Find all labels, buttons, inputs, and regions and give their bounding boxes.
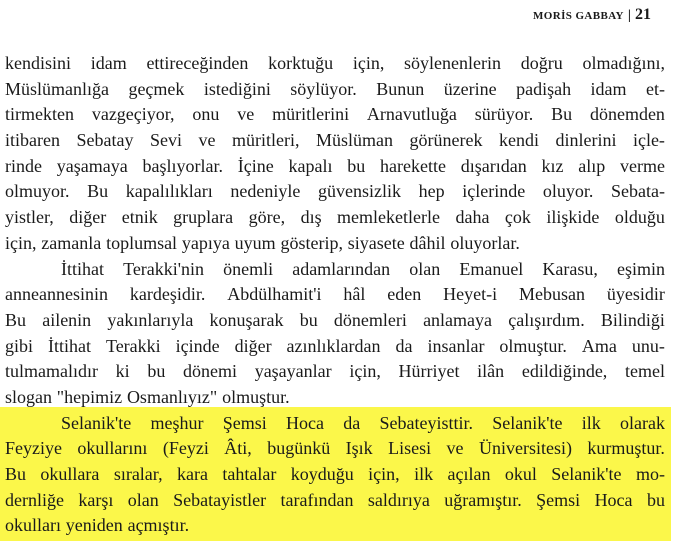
text-line: anneannesinin kardeşidir. Abdülhamit'i hâl eden Heyet-i Mebusan üyesidir	[5, 284, 665, 305]
text-line: İttihat Terakki'nin önemli adamlarından olan Emanuel Karasu, eşimin	[61, 258, 665, 279]
text-line: gibi İttihat Terakki içinde diğer azınlıklardan da insanlar olmuştur. Ama unu-	[5, 335, 665, 356]
text-line: tirmekten vazgeçiyor, onu ve müritlerini Arnavutluğa sürüyor. Bu dönemden	[5, 104, 665, 125]
text-line: için, zamanla toplumsal yapıya uyum gösterip, siyasete dâhil oluyorlar.	[5, 232, 520, 253]
page-number: 21	[635, 6, 651, 23]
paragraph	[5, 257, 665, 411]
text-line: Müslümanlığa geçmek istediğini söylüyor. Bunun üzerine padişah idam et-	[5, 78, 665, 99]
text-line: Bu ailenin yakınlarıyla konuşarak bu dönemleri anlamaya çalışırdım. Bilindiği	[5, 309, 665, 330]
paragraph	[5, 51, 665, 257]
text-line: dernliğe karşı olan Sebatayistler tarafından saldırıya uğramıştır. Şemsi Hoca bu	[5, 489, 665, 510]
running-header	[533, 6, 651, 24]
text-line: slogan "hepimiz Osmanlıyız" olmuştur.	[5, 386, 290, 407]
body-text	[5, 51, 665, 539]
text-line: rinde yaşamaya başlıyorlar. İçine kapalı bu harekette dışarıdan kız alıp verme	[5, 155, 665, 176]
text-line: Bu okullara sıralar, kara tahtalar koyduğu için, ilk açılan okul Selanik'te mo-	[5, 464, 665, 484]
text-line: olmuyor. Bu kapalılıkları nedeniyle güvensizlik hep içlerinde oluyor. Sebata-	[5, 181, 665, 202]
text-line: kendisini idam ettireceğinden korktuğu için, söylenenlerin doğru olmadığını,	[5, 53, 665, 73]
text-line: yistler, diğer etnik gruplara göre, dış memleketlerle daha çok ilişkide olduğu	[5, 207, 665, 228]
text-line: Selanik'te meşhur Şemsi Hoca da Sebateyisttir. Selanik'te ilk olarak	[61, 412, 665, 433]
text-line: Feyziye okullarını (Feyzi Âti, bugünkü Işık Lisesi ve Üniversitesi) kurmuştur.	[5, 438, 665, 459]
header-separator: |	[627, 8, 631, 23]
header-author: MORİS GABBAY	[533, 10, 624, 22]
text-line: tulmamalıdır ki bu dönemi yaşayanlar için, Hürriyet ilân edildiğinde, temel	[5, 361, 665, 382]
text-line: itibaren Sebatay Sevi ve müritleri, Müslüman görünerek kendi dinlerini içle-	[5, 130, 665, 151]
paragraph	[5, 411, 665, 539]
text-line: okulları yeniden açmıştır.	[5, 515, 190, 536]
